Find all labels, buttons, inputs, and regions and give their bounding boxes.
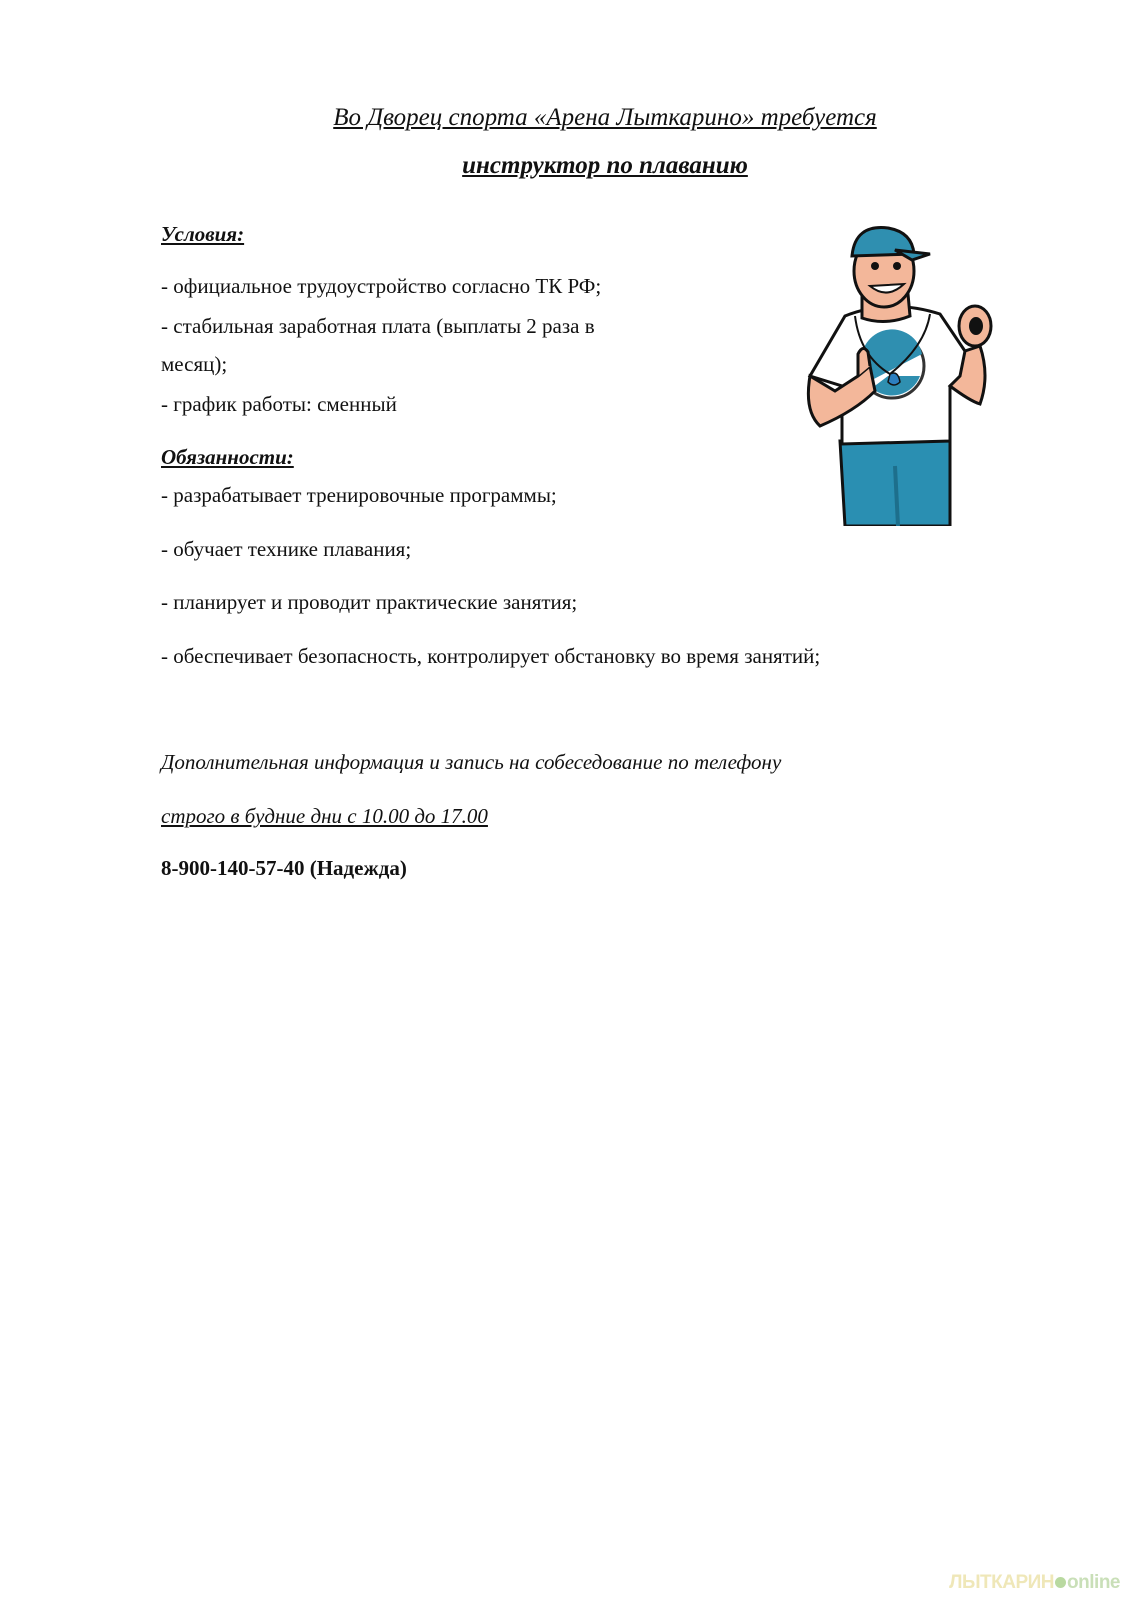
condition-item: месяц); [161, 352, 228, 376]
watermark-dot-icon [1055, 1577, 1066, 1588]
condition-item: - официальное трудоустройство согласно ТК РФ; [161, 274, 602, 298]
condition-item: - график работы: сменный [161, 392, 397, 416]
duty-item: - разрабатывает тренировочные программы; [161, 483, 557, 507]
conditions-heading: Условия: [161, 222, 245, 246]
duty-item: - обучает технике плавания; [161, 537, 412, 561]
site-watermark [949, 1572, 1120, 1594]
watermark-text-1: ЛЫТКАРИН [949, 1572, 1055, 1593]
duty-item: - обеспечивает безопасность, контролирует обстановку во время занятий; [161, 644, 821, 668]
title-line-1: Во Дворец спорта «Арена Лыткарино» требуется [333, 104, 877, 131]
contact-phone[interactable]: 8-900-140-57-40 (Надежда) [161, 856, 407, 880]
duty-item: - планирует и проводит практические занятия; [161, 590, 578, 614]
watermark-text-2: online [1067, 1572, 1120, 1593]
swim-instructor-cartoon-icon [800, 226, 1000, 526]
condition-item: - стабильная заработная плата (выплаты 2 раза в [161, 314, 595, 338]
duties-heading: Обязанности: [161, 445, 294, 469]
contact-info: Дополнительная информация и запись на собеседование по телефону [161, 750, 782, 774]
title-line-2: инструктор по плаванию [462, 152, 748, 179]
contact-hours: строго в будние дни с 10.00 до 17.00 [161, 804, 488, 828]
